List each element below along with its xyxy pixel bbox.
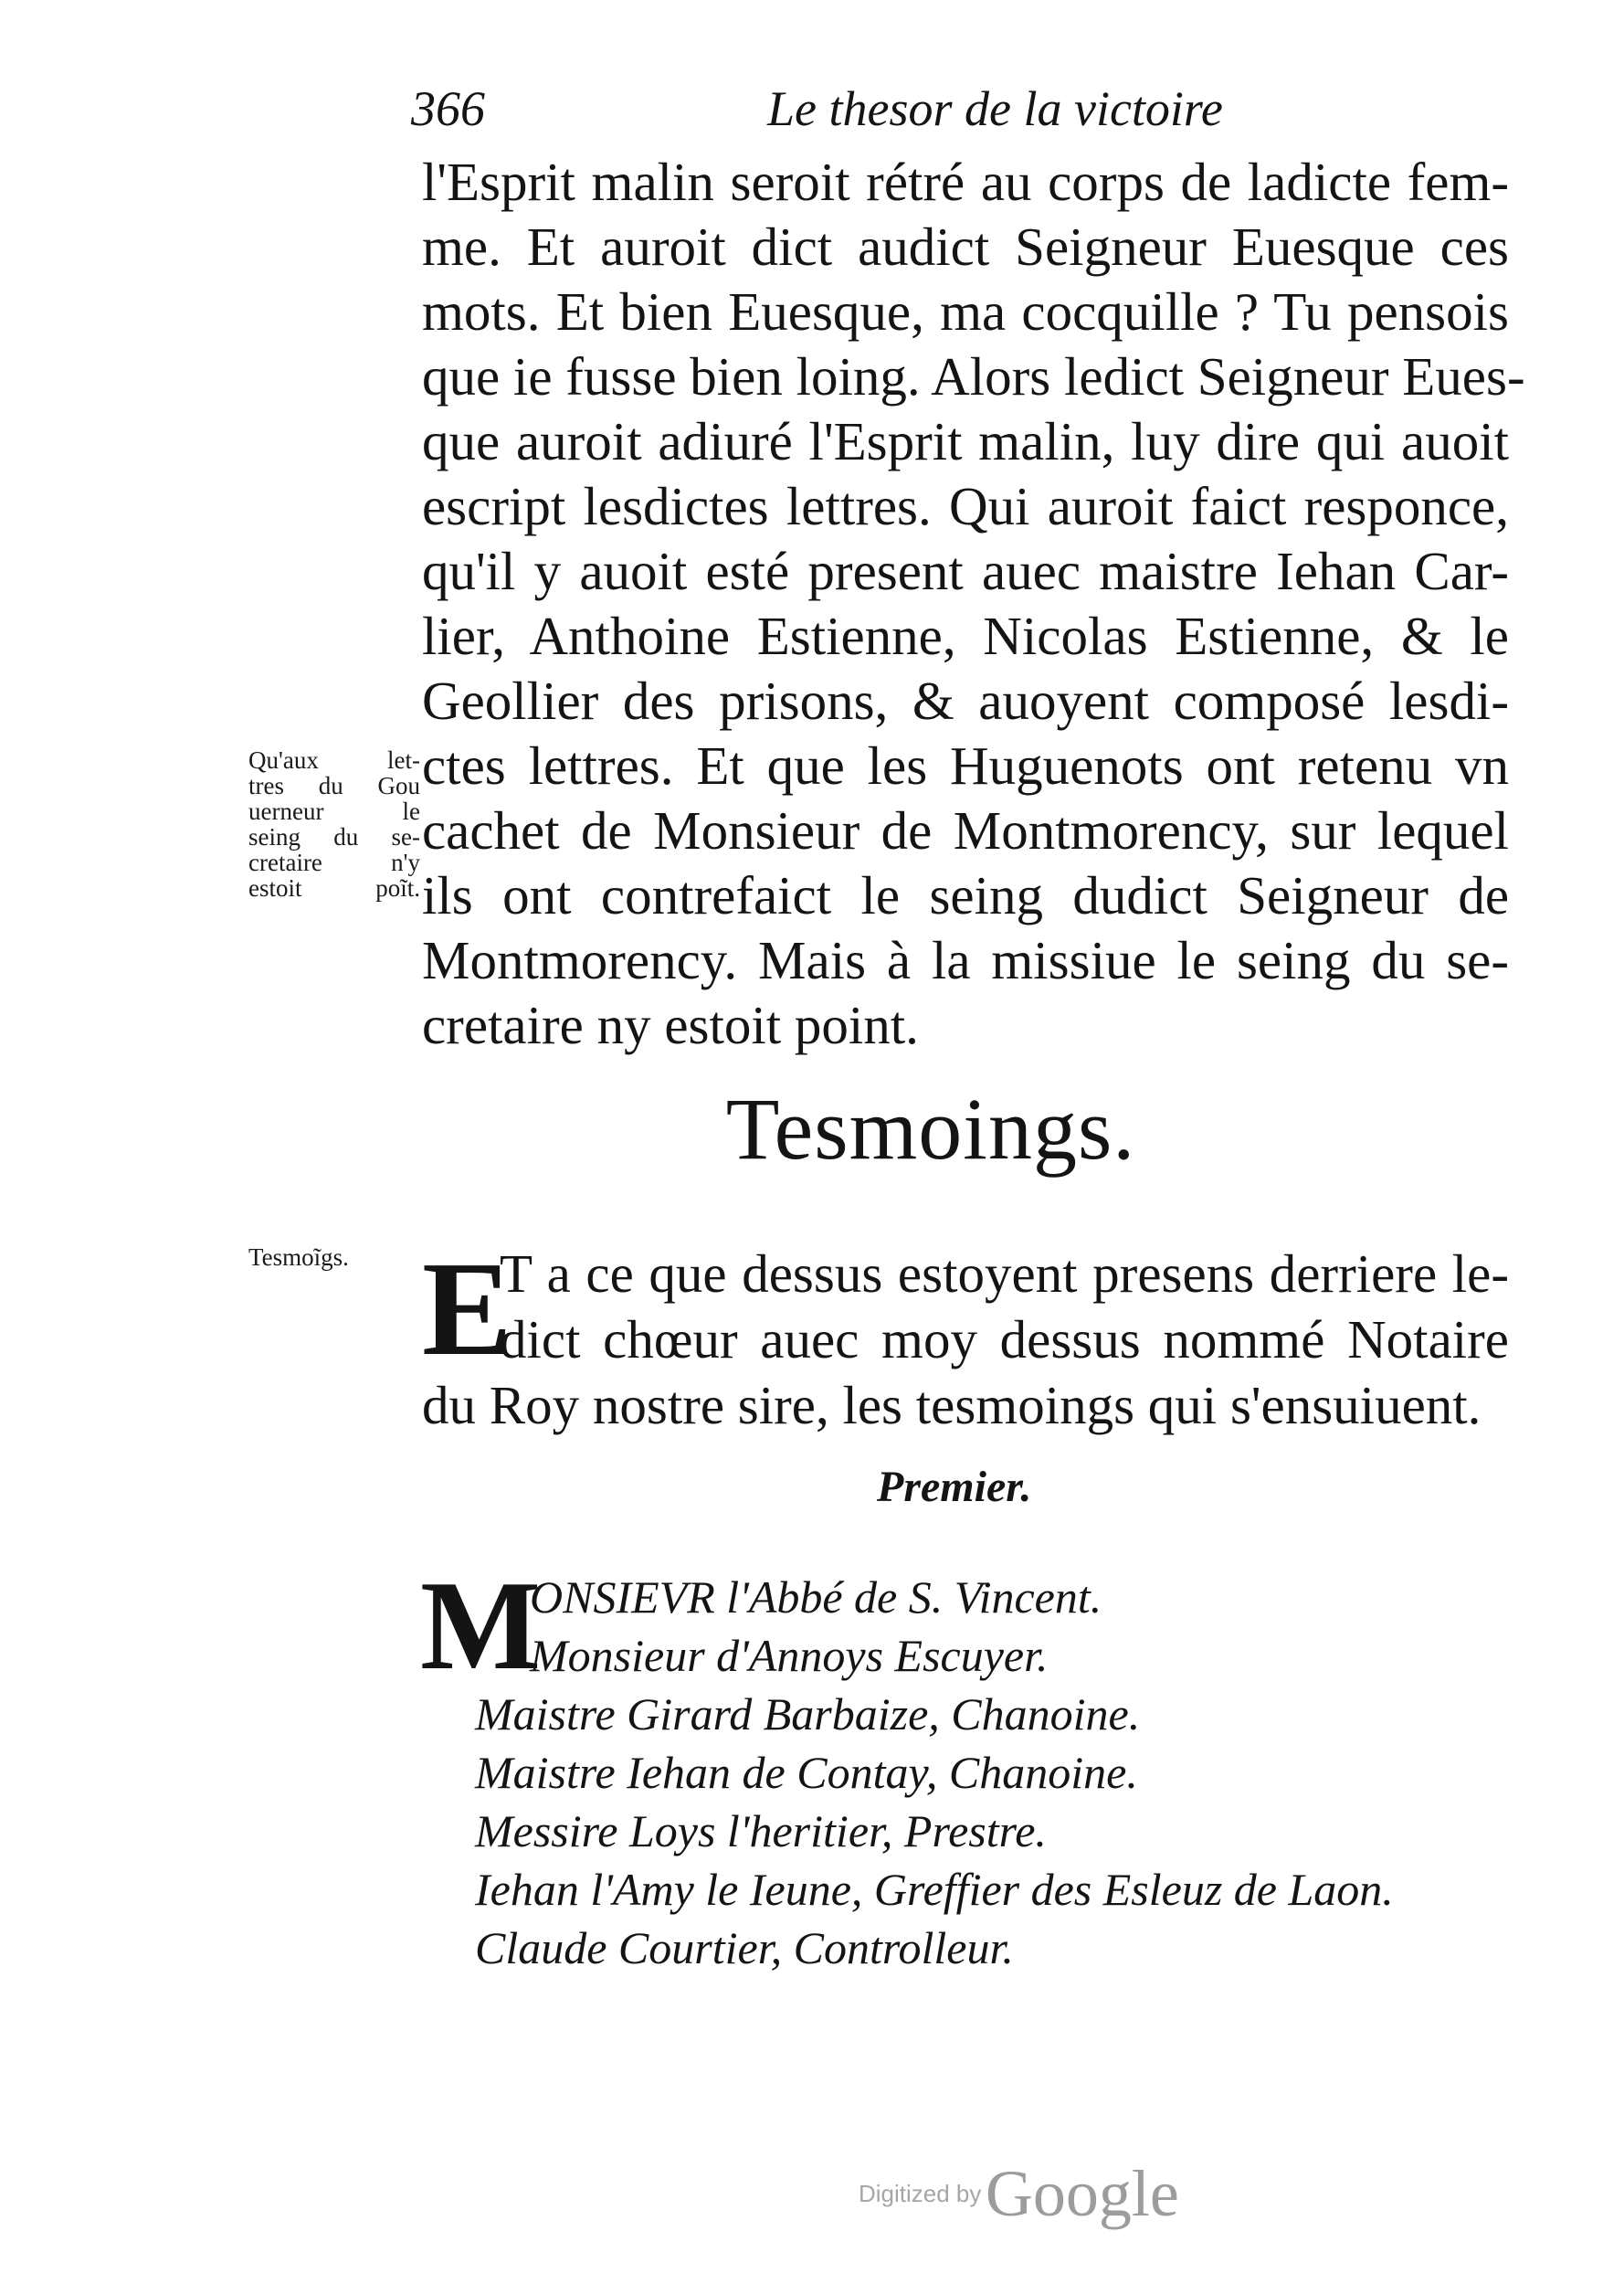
body-paragraph — [422, 150, 1525, 1058]
list-item: Monsieur d'Annoys Escuyer. — [530, 1630, 1049, 1681]
body-line: cachet de Monsieur de Montmorency, sur lequel — [422, 800, 1509, 861]
body-line: ctes lettres. Et que les Huguenots ont retenu vn — [422, 735, 1509, 796]
digitized-watermark — [859, 2156, 1179, 2232]
section-heading-text: Tesmoings. — [725, 1080, 1136, 1178]
margin-note-witnesses — [248, 1244, 404, 1270]
section-heading — [0, 1078, 1624, 1179]
body-line: me. Et auroit dict audict Seigneur Euesque ces — [422, 217, 1509, 277]
body-line: Geollier des prisons, & auoyent composé lesdi- — [422, 671, 1509, 731]
subheading: Premier. — [877, 1463, 1032, 1511]
body-line: que auroit adiuré l'Esprit malin, luy dire qui auoit — [422, 411, 1509, 471]
margin-note-line: tres du Gou — [248, 772, 420, 799]
margin-note-line: Tesmoĩgs. — [248, 1243, 349, 1271]
body-line: mots. Et bien Euesque, ma cocquille ? Tu pensois — [422, 281, 1509, 342]
witnesses-paragraph — [422, 1234, 1509, 1438]
drop-cap: M — [420, 1555, 542, 1697]
drop-cap: E — [422, 1234, 512, 1384]
margin-note-line: cretaire n'y — [248, 849, 420, 876]
margin-note — [248, 747, 420, 901]
margin-note-line: estoit poĩt. — [248, 874, 420, 902]
page-header — [411, 80, 1233, 144]
body-line: lier, Anthoine Estienne, Nicolas Estienne, & le — [422, 606, 1509, 666]
list-item: ONSIEVR l'Abbé de S. Vincent. — [530, 1571, 1102, 1623]
margin-note-line: seing du se- — [248, 823, 420, 851]
paragraph-line: du Roy nostre sire, les tesmoings qui s'ensuiuent. — [422, 1375, 1482, 1435]
list-item: Iehan l'Amy le Ieune, Greffier des Esleuz de Laon. — [475, 1864, 1394, 1915]
body-line: ils ont contrefaict le seing dudict Seigneur de — [422, 865, 1509, 925]
witness-list — [420, 1555, 1525, 1977]
body-line: que ie fusse bien loing. Alors ledict Seigneur Eues- — [422, 346, 1525, 407]
page-number: 366 — [411, 81, 485, 136]
body-line: qu'il y auoit esté present auec maistre Iehan Car- — [422, 541, 1509, 601]
margin-note-line: Qu'aux let- — [248, 746, 420, 774]
google-logo: Google — [985, 2157, 1179, 2230]
list-item: Maistre Girard Barbaize, Chanoine. — [475, 1688, 1141, 1739]
body-line: Montmorency. Mais à la missiue le seing du se- — [422, 930, 1509, 990]
list-item: Maistre Iehan de Contay, Chanoine. — [475, 1747, 1138, 1798]
digitized-by-label: Digitized by — [859, 2180, 982, 2207]
margin-note-line: uerneur le — [248, 798, 420, 825]
body-line: cretaire ny estoit point. — [422, 995, 919, 1055]
running-title: Le thesor de la victoire — [767, 81, 1223, 136]
body-line: escript lesdictes lettres. Qui auroit faict responce, — [422, 476, 1509, 536]
paragraph-line: T a ce que dessus estoyent presens derriere le- — [500, 1243, 1509, 1304]
list-item: Messire Loys l'heritier, Prestre. — [475, 1805, 1047, 1856]
body-line: l'Esprit malin seroit rétré au corps de ladicte fem- — [422, 152, 1509, 212]
list-item: Claude Courtier, Controlleur. — [475, 1922, 1014, 1973]
paragraph-line: dict chœur auec moy dessus nommé Notaire — [500, 1309, 1509, 1369]
